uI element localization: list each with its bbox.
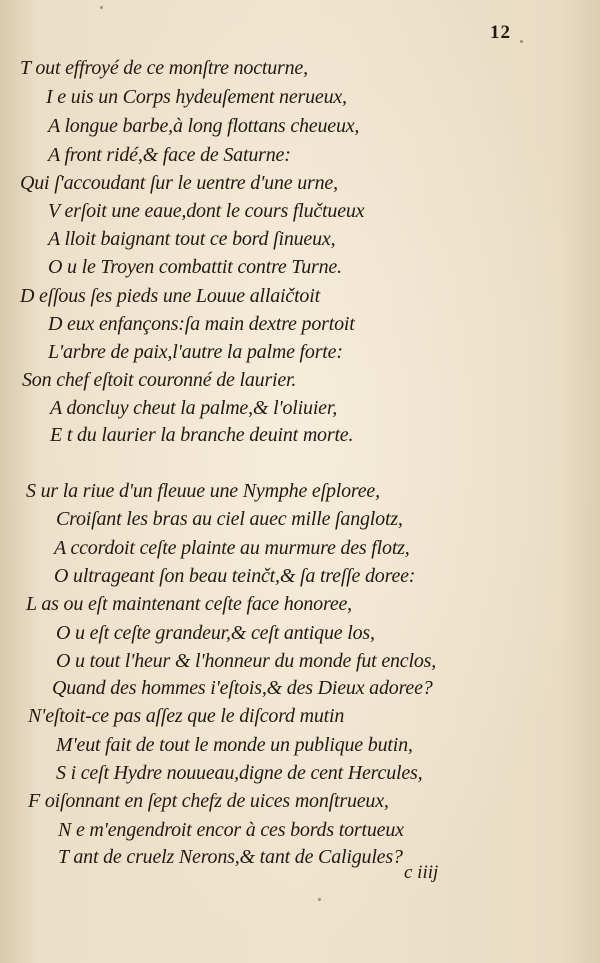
verse-line: O ultrageant ſon beau teinčt,& ſa treſſe doree: xyxy=(54,565,416,587)
verse-line: S ur la riue d'un fleuue une Nymphe eſploree, xyxy=(26,480,380,502)
verse-line: Son chef eſtoit couronné de laurier. xyxy=(22,369,297,391)
verse-line: S i ceſt Hydre nouueau,digne de cent Hercules, xyxy=(56,762,423,784)
verse-line: Croiſant les bras au ciel auec mille ſanglotz, xyxy=(56,508,403,530)
verse-line: D eux enfançons:ſa main dextre portoit xyxy=(48,313,355,335)
verse-line: V erſoit une eaue,dont le cours flučtueux xyxy=(48,200,365,222)
signature-mark: c iiij xyxy=(404,862,439,883)
verse-line: I e uis un Corps hydeuſement nerueux, xyxy=(46,86,347,108)
verse-line: Qui ſ'accoudant ſur le uentre d'une urne, xyxy=(20,172,338,194)
verse-line: L as ou eſt maintenant ceſte face honoree, xyxy=(26,593,352,615)
verse-line: O u eſt ceſte grandeur,& ceſt antique los, xyxy=(56,622,375,644)
verse-line: A doncluy cheut la palme,& l'oliuier, xyxy=(50,397,338,419)
verse-line: A front ridé,& face de Saturne: xyxy=(48,144,291,166)
verse-line: M'eut fait de tout le monde un publique butin, xyxy=(56,734,413,756)
ink-speck xyxy=(100,6,103,9)
page-number: 12 xyxy=(490,22,511,43)
verse-line: T ant de cruelz Nerons,& tant de Caligules? xyxy=(58,846,403,868)
verse-line: Quand des hommes i'eſtois,& des Dieux adoree? xyxy=(52,677,433,699)
verse-line: E t du laurier la branche deuint morte. xyxy=(50,424,354,446)
verse-line: N'eſtoit-ce pas aſſez que le diſcord mutin xyxy=(28,705,345,727)
verse-line: O u tout l'heur & l'honneur du monde fut enclos, xyxy=(56,650,437,672)
verse-line: T out effroyé de ce monſtre nocturne, xyxy=(20,57,308,79)
verse-line: N e m'engendroit encor à ces bords tortueux xyxy=(58,819,404,841)
verse-line: L'arbre de paix,l'autre la palme forte: xyxy=(48,341,343,363)
verse-line: A ccordoit ceſte plainte au murmure des flotz, xyxy=(54,537,410,559)
verse-line: A longue barbe,à long flottans cheueux, xyxy=(48,115,360,137)
verse-line: A lloit baignant tout ce bord ſinueux, xyxy=(48,228,336,250)
verse-line: F oiſonnant en ſept chefz de uices monſtrueux, xyxy=(28,790,389,812)
ink-speck xyxy=(318,898,321,901)
ink-speck xyxy=(520,40,523,43)
verse-line: O u le Troyen combattit contre Turne. xyxy=(48,256,342,278)
verse-line: D eſſous ſes pieds une Louue allaičtoit xyxy=(20,285,320,307)
